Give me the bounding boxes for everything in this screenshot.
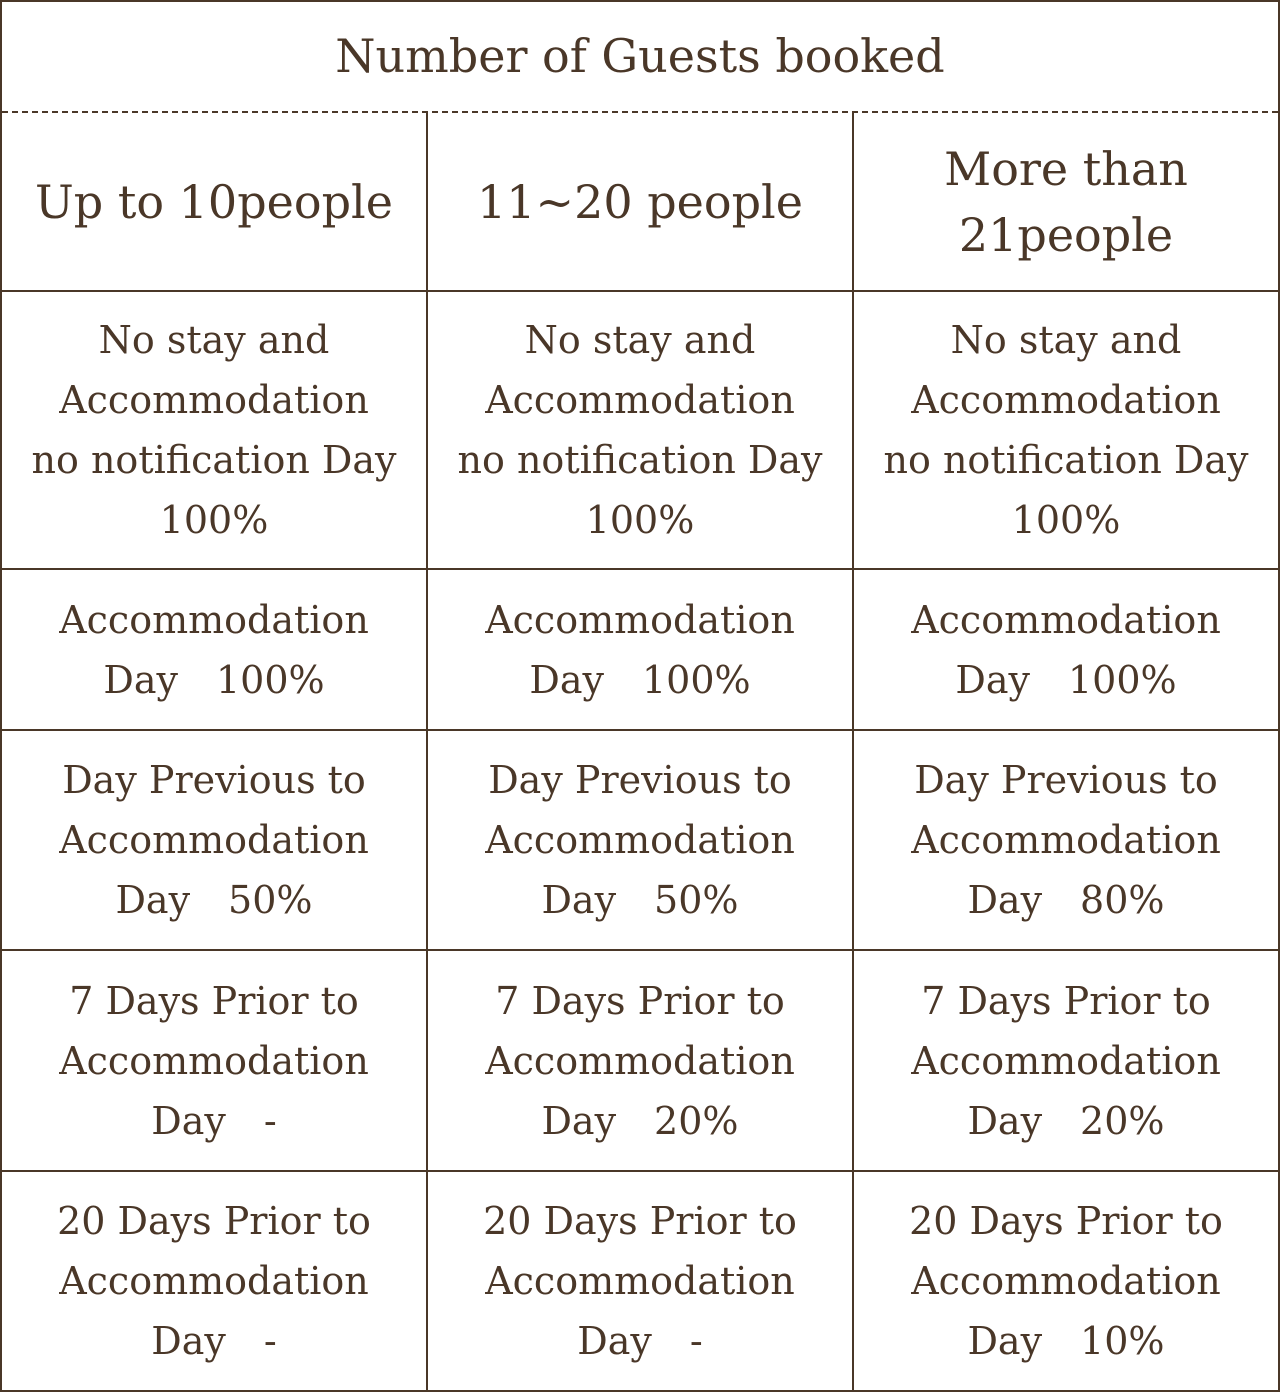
- table-cell: 7 Days Prior to Accommodation Day 20%: [854, 951, 1278, 1172]
- table-cell: Accommodation Day 100%: [428, 570, 854, 731]
- table-cell: Accommodation Day 100%: [854, 570, 1278, 731]
- table-cell: No stay and Accommodation no notification Day 100%: [854, 292, 1278, 570]
- table-cell: 7 Days Prior to Accommodation Day -: [2, 951, 428, 1172]
- table-cell: Day Previous to Accommodation Day 50%: [428, 731, 854, 951]
- table-cell: Day Previous to Accommodation Day 80%: [854, 731, 1278, 951]
- table-cell: Accommodation Day 100%: [2, 570, 428, 731]
- column-header-11-20: 11~20 people: [428, 113, 854, 292]
- table-cell: No stay and Accommodation no notification Day 100%: [2, 292, 428, 570]
- table-grid: [2, 113, 1278, 1390]
- table-cell: 20 Days Prior to Accommodation Day 10%: [909, 1199, 1223, 1363]
- column-header-more-than-21: More than 21people: [854, 113, 1278, 292]
- table-cell: Day Previous to Accommodation Day 50%: [2, 731, 428, 951]
- column-header-up-to-10: Up to 10people: [2, 113, 428, 292]
- table-title: Number of Guests booked: [2, 2, 1278, 113]
- table-cell: 20 Days Prior to Accommodation Day -: [2, 1172, 428, 1390]
- table-cell: 20 Days Prior to Accommodation Day -: [428, 1172, 854, 1390]
- table-cell: 7 Days Prior to Accommodation Day 20%: [428, 951, 854, 1172]
- table-cell: No stay and Accommodation no notification Day 100%: [428, 292, 854, 570]
